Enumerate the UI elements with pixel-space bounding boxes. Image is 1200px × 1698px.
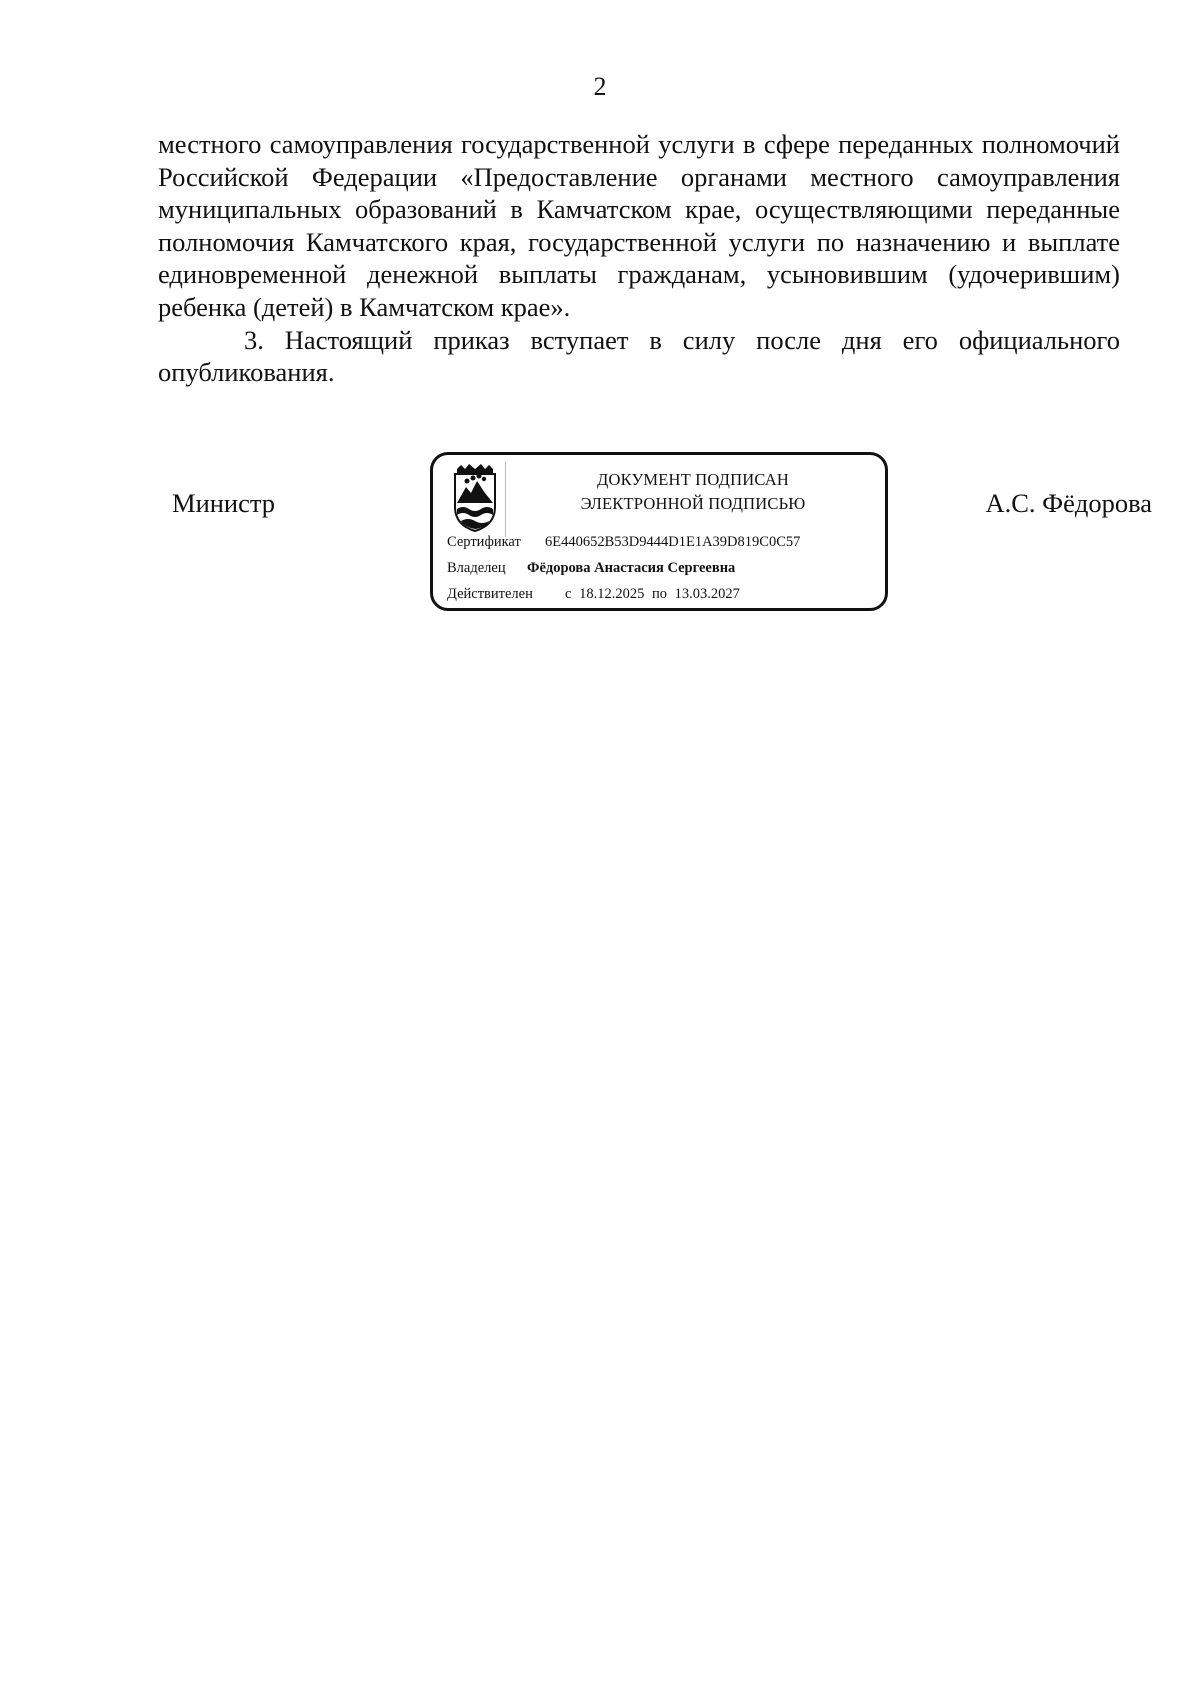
coat-of-arms-icon — [451, 463, 499, 533]
owner-label: Владелец — [447, 560, 506, 576]
document-body — [158, 128, 1120, 389]
signer-title: Министр — [172, 488, 276, 518]
paragraph-item-3: 3. Настоящий приказ вступает в силу после дня его официального опубликования. — [158, 324, 1120, 388]
validity-period — [565, 585, 744, 603]
certificate-value: 6E440652B53D9444D1E1A39D819C0C57 — [545, 534, 801, 550]
signer-name: А.С. Фёдорова — [985, 488, 1152, 518]
valid-from-date: 18.12.2025 — [579, 586, 645, 602]
certificate-label: Сертификат — [447, 534, 521, 550]
page-number: 2 — [593, 72, 607, 101]
stamp-divider — [505, 461, 506, 537]
stamp-heading — [523, 468, 863, 516]
electronic-signature-stamp — [430, 452, 888, 611]
valid-from-prefix: с — [565, 586, 572, 602]
valid-to-prefix: по — [651, 586, 667, 602]
stamp-heading-line-2: ЭЛЕКТРОННОЙ ПОДПИСЬЮ — [580, 494, 806, 513]
stamp-validity-row — [447, 585, 740, 603]
stamp-heading-line-1: ДОКУМЕНТ ПОДПИСАН — [597, 470, 789, 489]
valid-to-date: 13.03.2027 — [674, 586, 740, 602]
paragraph-continuation: местного самоуправления государственной услуги в сфере переданных полномочий Российской Федерации «Предоставление органами местного самоуправления муниципальных образований в Камчатском крае, осуществляющими переданные полномочия Камчатского края, государственной услуги по назначению и выплате единовременной денежной выплаты гражданам, усыновившим (удочерившим) ребенка (детей) в Камчатском крае». — [158, 129, 1120, 322]
stamp-owner-row — [447, 559, 736, 577]
valid-label: Действителен — [447, 586, 533, 602]
owner-value: Фёдорова Анастасия Сергеевна — [527, 560, 736, 576]
stamp-certificate-row — [447, 533, 801, 551]
